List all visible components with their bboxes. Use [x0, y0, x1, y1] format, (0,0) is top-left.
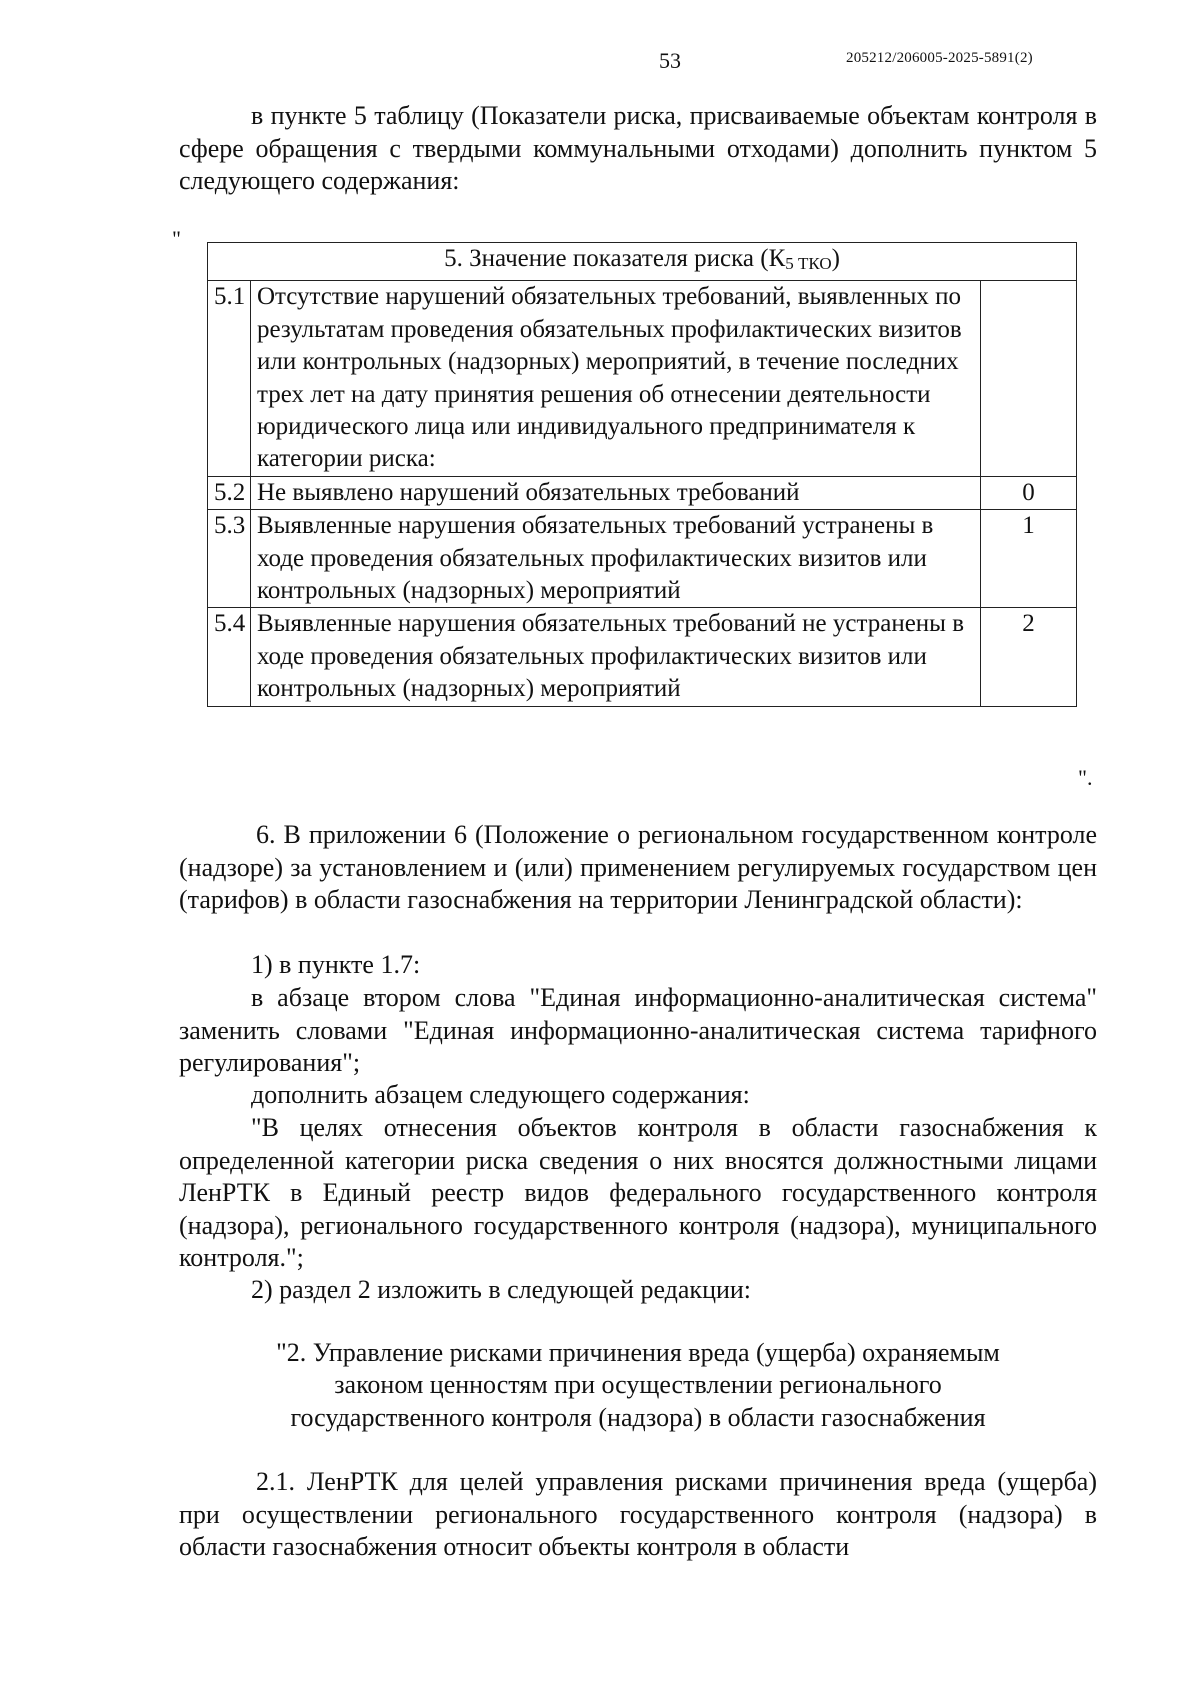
row-number: 5.2: [208, 476, 251, 509]
row-text: Не выявлено нарушений обязательных требований: [251, 476, 981, 509]
table-header-text: 5. Значение показателя риска (К: [444, 245, 786, 272]
table-row: [208, 608, 1077, 706]
subitem-2: 2) раздел 2 изложить в следующей редакции:: [251, 1275, 752, 1304]
section-title-line: государственного контроля (надзора) в области газоснабжения: [290, 1403, 986, 1432]
row-number: 5.3: [208, 510, 251, 608]
row-text: Выявленные нарушения обязательных требований устранены в ходе проведения обязательных профилактических визитов или контрольных (надзорных) мероприятий: [251, 510, 981, 608]
dopolnit-line: дополнить абзацем следующего содержания:: [251, 1080, 750, 1109]
table-row: [208, 510, 1077, 608]
table-header-subscript: 5 ТКО: [785, 254, 832, 273]
intro-paragraph: в пункте 5 таблицу (Показатели риска, присваиваемые объектам контроля в сфере обращения с твердыми коммунальными отходами) дополнить пунктом 5 следующего содержания:: [179, 101, 1097, 195]
paragraph-2-1: 2.1. ЛенРТК для целей управления рисками причинения вреда (ущерба) при осуществлении регионального государственного контроля (надзора) в области газоснабжения относит объекты контроля в области: [179, 1467, 1097, 1561]
row-value: 0: [981, 476, 1077, 509]
table-header-row: [208, 243, 1077, 281]
section-title-line: законом ценностям при осуществлении регионального: [334, 1370, 942, 1399]
document-id: 205212/206005-2025-5891(2): [846, 50, 1033, 66]
quoted-paragraph: "В целях отнесения объектов контроля в области газоснабжения к определенной категории риска сведения о них вносятся должностными лицами ЛенРТК в Единый реестр видов федерального государственного контроля (надзора), регионального государственного контроля (надзора), муниципального контроля.";: [179, 1113, 1097, 1272]
risk-indicator-table: [207, 242, 1077, 707]
item-6-paragraph: 6. В приложении 6 (Положение о региональном государственном контроле (надзоре) за установлением и (или) применением регулируемых государством цен (тарифов) в области газоснабжения на территории Ленинградской области):: [179, 820, 1097, 914]
opening-quote: ": [172, 226, 181, 251]
page-number: 53: [659, 48, 681, 73]
row-text: Отсутствие нарушений обязательных требований, выявленных по результатам проведения обязательных профилактических визитов или контрольных (надзорных) мероприятий, в течение последних трех лет на дату принятия решения об отнесении деятельности юридического лица или индивидуального предпринимателя к категории риска:: [251, 281, 981, 476]
abzac-paragraph: в абзаце втором слова "Единая информационно-аналитическая система" заменить словами "Единая информационно-аналитическая система тарифного регулирования";: [179, 983, 1097, 1077]
section-title-line: "2. Управление рисками причинения вреда (ущерба) охраняемым: [276, 1338, 1000, 1367]
row-text: Выявленные нарушения обязательных требований не устранены в ходе проведения обязательных профилактических визитов или контрольных (надзорных) мероприятий: [251, 608, 981, 706]
table-header-close: ): [831, 245, 840, 272]
row-value: 1: [981, 510, 1077, 608]
row-number: 5.1: [208, 281, 251, 476]
row-value: [981, 281, 1077, 476]
closing-quote: ".: [1078, 765, 1093, 790]
subitem-1: 1) в пункте 1.7:: [251, 950, 421, 979]
table-row: [208, 281, 1077, 476]
table-row: [208, 476, 1077, 509]
table-header-cell: [208, 243, 1077, 281]
row-value: 2: [981, 608, 1077, 706]
row-number: 5.4: [208, 608, 251, 706]
